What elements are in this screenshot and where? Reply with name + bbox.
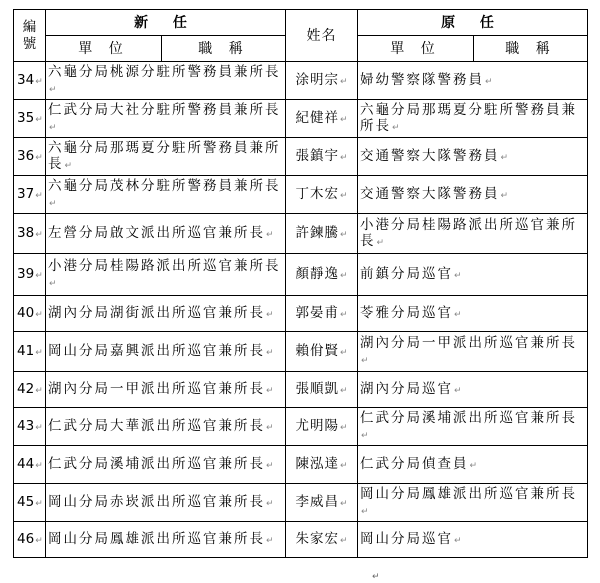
paragraph-mark: ↵ [35,535,43,546]
header-seq [14,10,46,62]
old-position-text: 婦幼警察隊警務員 [360,71,484,88]
paragraph-mark: ↵ [35,76,43,87]
person-name-text: 張順凱 [295,380,339,397]
paragraph-mark: ↵ [361,430,369,441]
row-number [14,100,46,138]
old-position-text: 湖內分局巡官 [360,380,453,397]
row-number-text: 34 [17,71,35,88]
paragraph-mark: ↵ [454,385,462,396]
header-seq-label: 編號 [22,18,37,52]
new-position [46,408,286,446]
row-number [14,138,46,176]
row-number-text: 40 [17,304,35,321]
old-position-text: 岡山分局巡官 [360,530,453,547]
row-number-text: 46 [17,530,35,547]
person-name-text: 尤明陽 [295,417,339,434]
new-position-text: 仁武分局溪埔派出所巡官兼所長 [48,455,265,472]
table-row [14,100,588,138]
person-name [286,296,358,332]
table-row [14,408,588,446]
paragraph-mark: ↵ [35,190,43,201]
paragraph-mark: ↵ [35,498,43,509]
table-row [14,296,588,332]
header-old-title-label: 職 稱 [505,40,556,57]
row-number [14,254,46,296]
person-name-text: 賴佾賢 [295,342,339,359]
row-number-text: 44 [17,455,35,472]
paragraph-mark: ↵ [454,535,462,546]
person-name-text: 顏靜逸 [295,265,339,282]
header-old-unit-label: 單 位 [390,40,441,57]
new-position [46,484,286,522]
old-position [358,100,588,138]
paragraph-mark: ↵ [266,309,274,320]
table-row [14,372,588,408]
new-position [46,372,286,408]
paragraph-mark: ↵ [454,309,462,320]
row-number-text: 36 [17,147,35,164]
row-number-text: 38 [17,224,35,241]
old-position [358,372,588,408]
paragraph-mark: ↵ [266,385,274,396]
row-number [14,484,46,522]
paragraph-mark: ↵ [361,506,369,517]
new-position-text: 岡山分局嘉興派出所巡官兼所長 [48,342,265,359]
paragraph-mark: ↵ [35,460,43,471]
header-old-title [474,36,588,62]
paragraph-mark: ↵ [35,422,43,433]
end-mark: ↵ [372,572,380,582]
paragraph-mark: ↵ [266,347,274,358]
paragraph-mark: ↵ [500,152,509,163]
row-number-text: 41 [17,342,35,359]
paragraph-mark: ↵ [266,422,274,433]
row-number-text: 43 [17,417,35,434]
old-position [358,138,588,176]
old-position [358,522,588,558]
new-position [46,62,286,100]
old-position-text: 仁武分局偵查員 [360,455,469,472]
new-position-text: 岡山分局赤崁派出所巡官兼所長 [48,493,265,510]
paragraph-mark: ↵ [266,535,274,546]
header-new [46,10,286,36]
person-name [286,446,358,484]
new-position [46,522,286,558]
old-position [358,332,588,372]
table-row [14,254,588,296]
person-name-text: 陳泓達 [295,455,339,472]
person-name [286,100,358,138]
person-name-text: 李威昌 [295,493,339,510]
header-old [358,10,588,36]
row-number-text: 35 [17,109,35,126]
row-number [14,332,46,372]
row-number [14,176,46,214]
header-old-unit [358,36,474,62]
new-position [46,332,286,372]
person-name-text: 紀健祥 [295,109,339,126]
paragraph-mark: ↵ [339,229,348,240]
person-name-text: 朱家宏 [295,530,339,547]
old-position [358,62,588,100]
paragraph-mark: ↵ [266,229,274,240]
old-position-text: 前鎮分局巡官 [360,265,453,282]
new-position-text: 六龜分局茂林分駐所警務員兼所長 [48,177,281,194]
person-name [286,372,358,408]
paragraph-mark: ↵ [339,190,348,201]
person-name [286,214,358,254]
new-position-text: 六龜分局那瑪夏分駐所警務員兼所長 [48,139,281,172]
paragraph-mark: ↵ [35,229,43,240]
person-name [286,484,358,522]
old-position-text: 仁武分局溪埔派出所巡官兼所長 [360,409,577,426]
person-name [286,522,358,558]
new-position-text: 湖內分局湖街派出所巡官兼所長 [48,304,265,321]
old-position-text: 岡山分局鳳雄派出所巡官兼所長 [360,485,577,502]
paragraph-mark: ↵ [392,122,400,133]
new-position [46,446,286,484]
person-name [286,254,358,296]
new-position-text: 仁武分局大華派出所巡官兼所長 [48,417,265,434]
personnel-table [13,9,588,558]
table-row [14,446,588,484]
row-number-text: 39 [17,265,35,282]
table-row [14,62,588,100]
header-new-unit [46,36,162,62]
person-name [286,176,358,214]
header-new-label: 新 任 [134,14,197,31]
old-position-text: 小港分局桂陽路派出所巡官兼所長 [360,216,577,249]
old-position-text: 湖內分局一甲派出所巡官兼所長 [360,334,577,351]
person-name [286,62,358,100]
paragraph-mark: ↵ [49,84,57,95]
person-name [286,408,358,446]
paragraph-mark: ↵ [454,270,462,281]
old-position-text: 交通警察大隊警務員 [360,185,500,202]
paragraph-mark: ↵ [339,422,348,433]
new-position-text: 六龜分局桃源分駐所警務員兼所長 [48,63,281,80]
paragraph-mark: ↵ [485,76,493,87]
new-position-text: 岡山分局鳳雄派出所巡官兼所長 [48,530,265,547]
person-name-text: 丁木宏 [295,185,339,202]
header-name-label: 姓名 [306,27,337,44]
old-position [358,446,588,484]
paragraph-mark: ↵ [35,347,43,358]
paragraph-mark: ↵ [339,152,348,163]
paragraph-mark: ↵ [469,460,478,471]
paragraph-mark: ↵ [266,498,274,509]
paragraph-mark: ↵ [339,347,348,358]
paragraph-mark: ↵ [339,114,348,125]
paragraph-mark: ↵ [35,309,43,320]
row-number [14,522,46,558]
paragraph-mark: ↵ [339,460,348,471]
row-number [14,446,46,484]
table-row [14,214,588,254]
header-name [286,10,358,62]
person-name-text: 涂明宗 [295,71,339,88]
person-name-text: 郭晏甫 [295,304,339,321]
new-position [46,176,286,214]
old-position-text: 苓雅分局巡官 [360,304,453,321]
new-position [46,296,286,332]
person-name [286,138,358,176]
header-new-title-label: 職 稱 [198,40,249,57]
paragraph-mark: ↵ [49,198,57,209]
paragraph-mark: ↵ [35,270,43,281]
paragraph-mark: ↵ [35,385,43,396]
paragraph-mark: ↵ [339,270,348,281]
row-number [14,408,46,446]
paragraph-mark: ↵ [49,122,57,133]
row-number [14,214,46,254]
paragraph-mark: ↵ [49,278,57,289]
paragraph-mark: ↵ [339,76,348,87]
paragraph-mark: ↵ [339,498,348,509]
paragraph-mark: ↵ [266,460,274,471]
table-row [14,332,588,372]
old-position [358,254,588,296]
row-number [14,62,46,100]
new-position [46,100,286,138]
person-name-text: 許鍊騰 [295,224,339,241]
paragraph-mark: ↵ [339,535,348,546]
header-new-title [162,36,286,62]
header-old-label: 原 任 [441,14,504,31]
old-position [358,176,588,214]
row-number [14,296,46,332]
paragraph-mark: ↵ [361,355,369,366]
paragraph-mark: ↵ [376,237,385,248]
paragraph-mark: ↵ [339,385,348,396]
header-new-unit-label: 單 位 [78,40,129,57]
new-position [46,254,286,296]
new-position-text: 左營分局啟文派出所巡官兼所長 [48,224,265,241]
table-row [14,176,588,214]
new-position-text: 湖內分局一甲派出所巡官兼所長 [48,380,265,397]
paragraph-mark: ↵ [35,152,43,163]
row-number-text: 45 [17,493,35,510]
row-number-text: 37 [17,185,35,202]
new-position-text: 小港分局桂陽路派出所巡官兼所長 [48,257,281,274]
new-position [46,138,286,176]
paragraph-mark: ↵ [500,190,509,201]
paragraph-mark: ↵ [35,114,43,125]
table-row [14,522,588,558]
table-row [14,138,588,176]
person-name [286,332,358,372]
row-number-text: 42 [17,380,35,397]
old-position [358,214,588,254]
old-position [358,484,588,522]
old-position-text: 交通警察大隊警務員 [360,147,500,164]
old-position [358,296,588,332]
old-position [358,408,588,446]
paragraph-mark: ↵ [339,309,348,320]
person-name-text: 張鎮宇 [295,147,339,164]
paragraph-mark: ↵ [64,160,73,171]
row-number [14,372,46,408]
old-position-text: 六龜分局那瑪夏分駐所警務員兼所長 [360,101,577,134]
new-position-text: 仁武分局大社分駐所警務員兼所長 [48,101,281,118]
table-row [14,484,588,522]
new-position [46,214,286,254]
